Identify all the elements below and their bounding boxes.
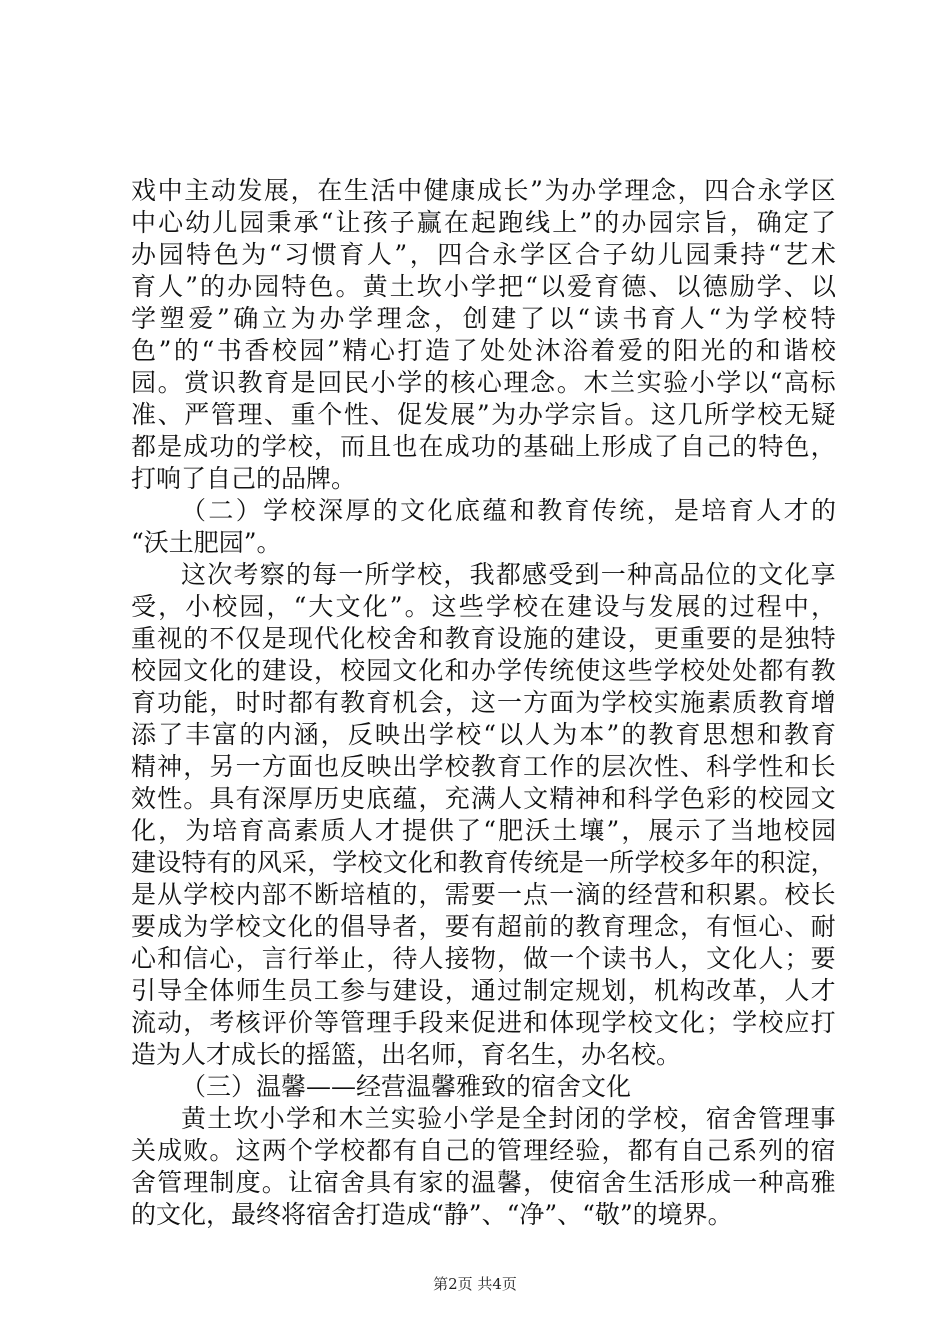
text-line: 黄 土 坎 小 学 和 木 兰 实 验 小 学 是 全 封 闭 的 学 校 ， 宿 舍 管 理 事 [181,1104,836,1133]
text-line: 色 ” 的 “ 书 香 校 园 ” 精 心 打 造 了 处 处 沐 浴 着 爱 的 阳 光 的 和 谐 校 [131,336,836,365]
text-line: 校 园 文 化 的 建 设 ， 校 园 文 化 和 办 学 传 统 使 这 些 学 校 处 处 都 有 教 [131,656,836,685]
text-line: 添 了 丰 富 的 内 涵 ， 反 映 出 学 校 “ 以 人 为 本 ” 的 教 育 思 想 和 教 育 [131,720,836,749]
text-line: 关 成 败 。 这 两 个 学 校 都 有 自 己 的 管 理 经 验 ， 都 有 自 己 系 列 的 宿 [131,1136,836,1165]
text-line: 心 和 信 心 ， 言 行 举 止 ， 待 人 接 物 ， 做 一 个 读 书 人 ， 文 化 人 ； 要 [131,944,836,973]
document-body [131,175,836,1231]
text-line: 的文化，最终将宿舍打造成“静”、“净”、“敬”的境界。 [131,1200,733,1229]
text-line: 引 导 全 体 师 生 员 工 参 与 建 设 ， 通 过 制 定 规 划 ， 机 构 改 革 ， 人 才 [131,976,836,1005]
text-line: 这 次 考 察 的 每 一 所 学 校 ， 我 都 感 受 到 一 种 高 品 位 的 文 化 享 [181,560,836,589]
text-line: （三）温馨——经营温馨雅致的宿舍文化 [181,1072,632,1101]
text-line: 化 ， 为 培 育 高 素 质 人 才 提 供 了 “ 肥 沃 土 壤 ” ， 展 示 了 当 地 校 园 [131,816,836,845]
text-line: 效 性 。 具 有 深 厚 历 史 底 蕴 ， 充 满 人 文 精 神 和 科 学 色 彩 的 校 园 文 [131,784,836,813]
text-line: 准 、 严 管 理 、 重 个 性 、 促 发 展 ” 为 办 学 宗 旨 。 这 几 所 学 校 无 疑 [131,400,836,429]
text-line: 打响了自己的品牌。 [131,464,357,493]
text-line: 学 塑 爱 ” 确 立 为 办 学 理 念 ， 创 建 了 以 “ 读 书 育 人 “ 为 学 校 特 [131,304,836,333]
text-line: 园 。 赏 识 教 育 是 回 民 小 学 的 核 心 理 念 。 木 兰 实 验 小 学 以 “ 高 标 [131,368,836,397]
text-line: 是 从 学 校 内 部 不 断 培 植 的 ， 需 要 一 点 一 滴 的 经 营 和 积 累 。 校 长 [131,880,836,909]
text-line: 育 人 ” 的 办 园 特 色 。 黄 土 坎 小 学 把 “ 以 爱 育 德 、 以 德 励 学 、 以 [131,272,836,301]
text-line: 中 心 幼 儿 园 秉 承 “ 让 孩 子 赢 在 起 跑 线 上 ” 的 办 园 宗 旨 ， 确 定 了 [131,208,836,237]
text-line: 都 是 成 功 的 学 校 ， 而 且 也 在 成 功 的 基 础 上 形 成 了 自 己 的 特 色 ， [131,432,836,461]
page-footer: 第2页 共4页 [433,1275,517,1293]
text-line: 办 园 特 色 为 “ 习 惯 育 人 ” ， 四 合 永 学 区 合 子 幼 儿 园 秉 持 “ 艺 术 [131,240,836,269]
text-line: 育 功 能 ， 时 时 都 有 教 育 机 会 ， 这 一 方 面 为 学 校 实 施 素 质 教 育 增 [131,688,836,717]
text-line: 造为人才成长的摇篮，出名师，育名生，办名校。 [131,1040,682,1069]
text-line: 建 设 特 有 的 风 采 ， 学 校 文 化 和 教 育 传 统 是 一 所 学 校 多 年 的 积 淀 ， [131,848,836,877]
text-line: 舍 管 理 制 度 。 让 宿 舍 具 有 家 的 温 馨 ， 使 宿 舍 生 活 形 成 一 种 高 雅 [131,1168,836,1197]
text-line: 重 视 的 不 仅 是 现 代 化 校 舍 和 教 育 设 施 的 建 设 ， 更 重 要 的 是 独 特 [131,624,836,653]
text-line: “沃土肥园”。 [131,528,282,557]
text-line: 戏 中 主 动 发 展 ， 在 生 活 中 健 康 成 长 ” 为 办 学 理 念 ， 四 合 永 学 区 [131,176,836,205]
text-line: 受 ， 小 校 园 ， “ 大 文 化 ” 。 这 些 学 校 在 建 设 与 发 展 的 过 程 中 ， [131,592,836,621]
text-line: 要 成 为 学 校 文 化 的 倡 导 者 ， 要 有 超 前 的 教 育 理 念 ， 有 恒 心 、 耐 [131,912,836,941]
text-line: 精 神 ， 另 一 方 面 也 反 映 出 学 校 教 育 工 作 的 层 次 性 、 科 学 性 和 长 [131,752,836,781]
text-line: （ 二 ） 学 校 深 厚 的 文 化 底 蕴 和 教 育 传 统 ， 是 培 育 人 才 的 [181,496,836,525]
text-line: 流 动 ， 考 核 评 价 等 管 理 手 段 来 促 进 和 体 现 学 校 文 化 ； 学 校 应 打 [131,1008,836,1037]
